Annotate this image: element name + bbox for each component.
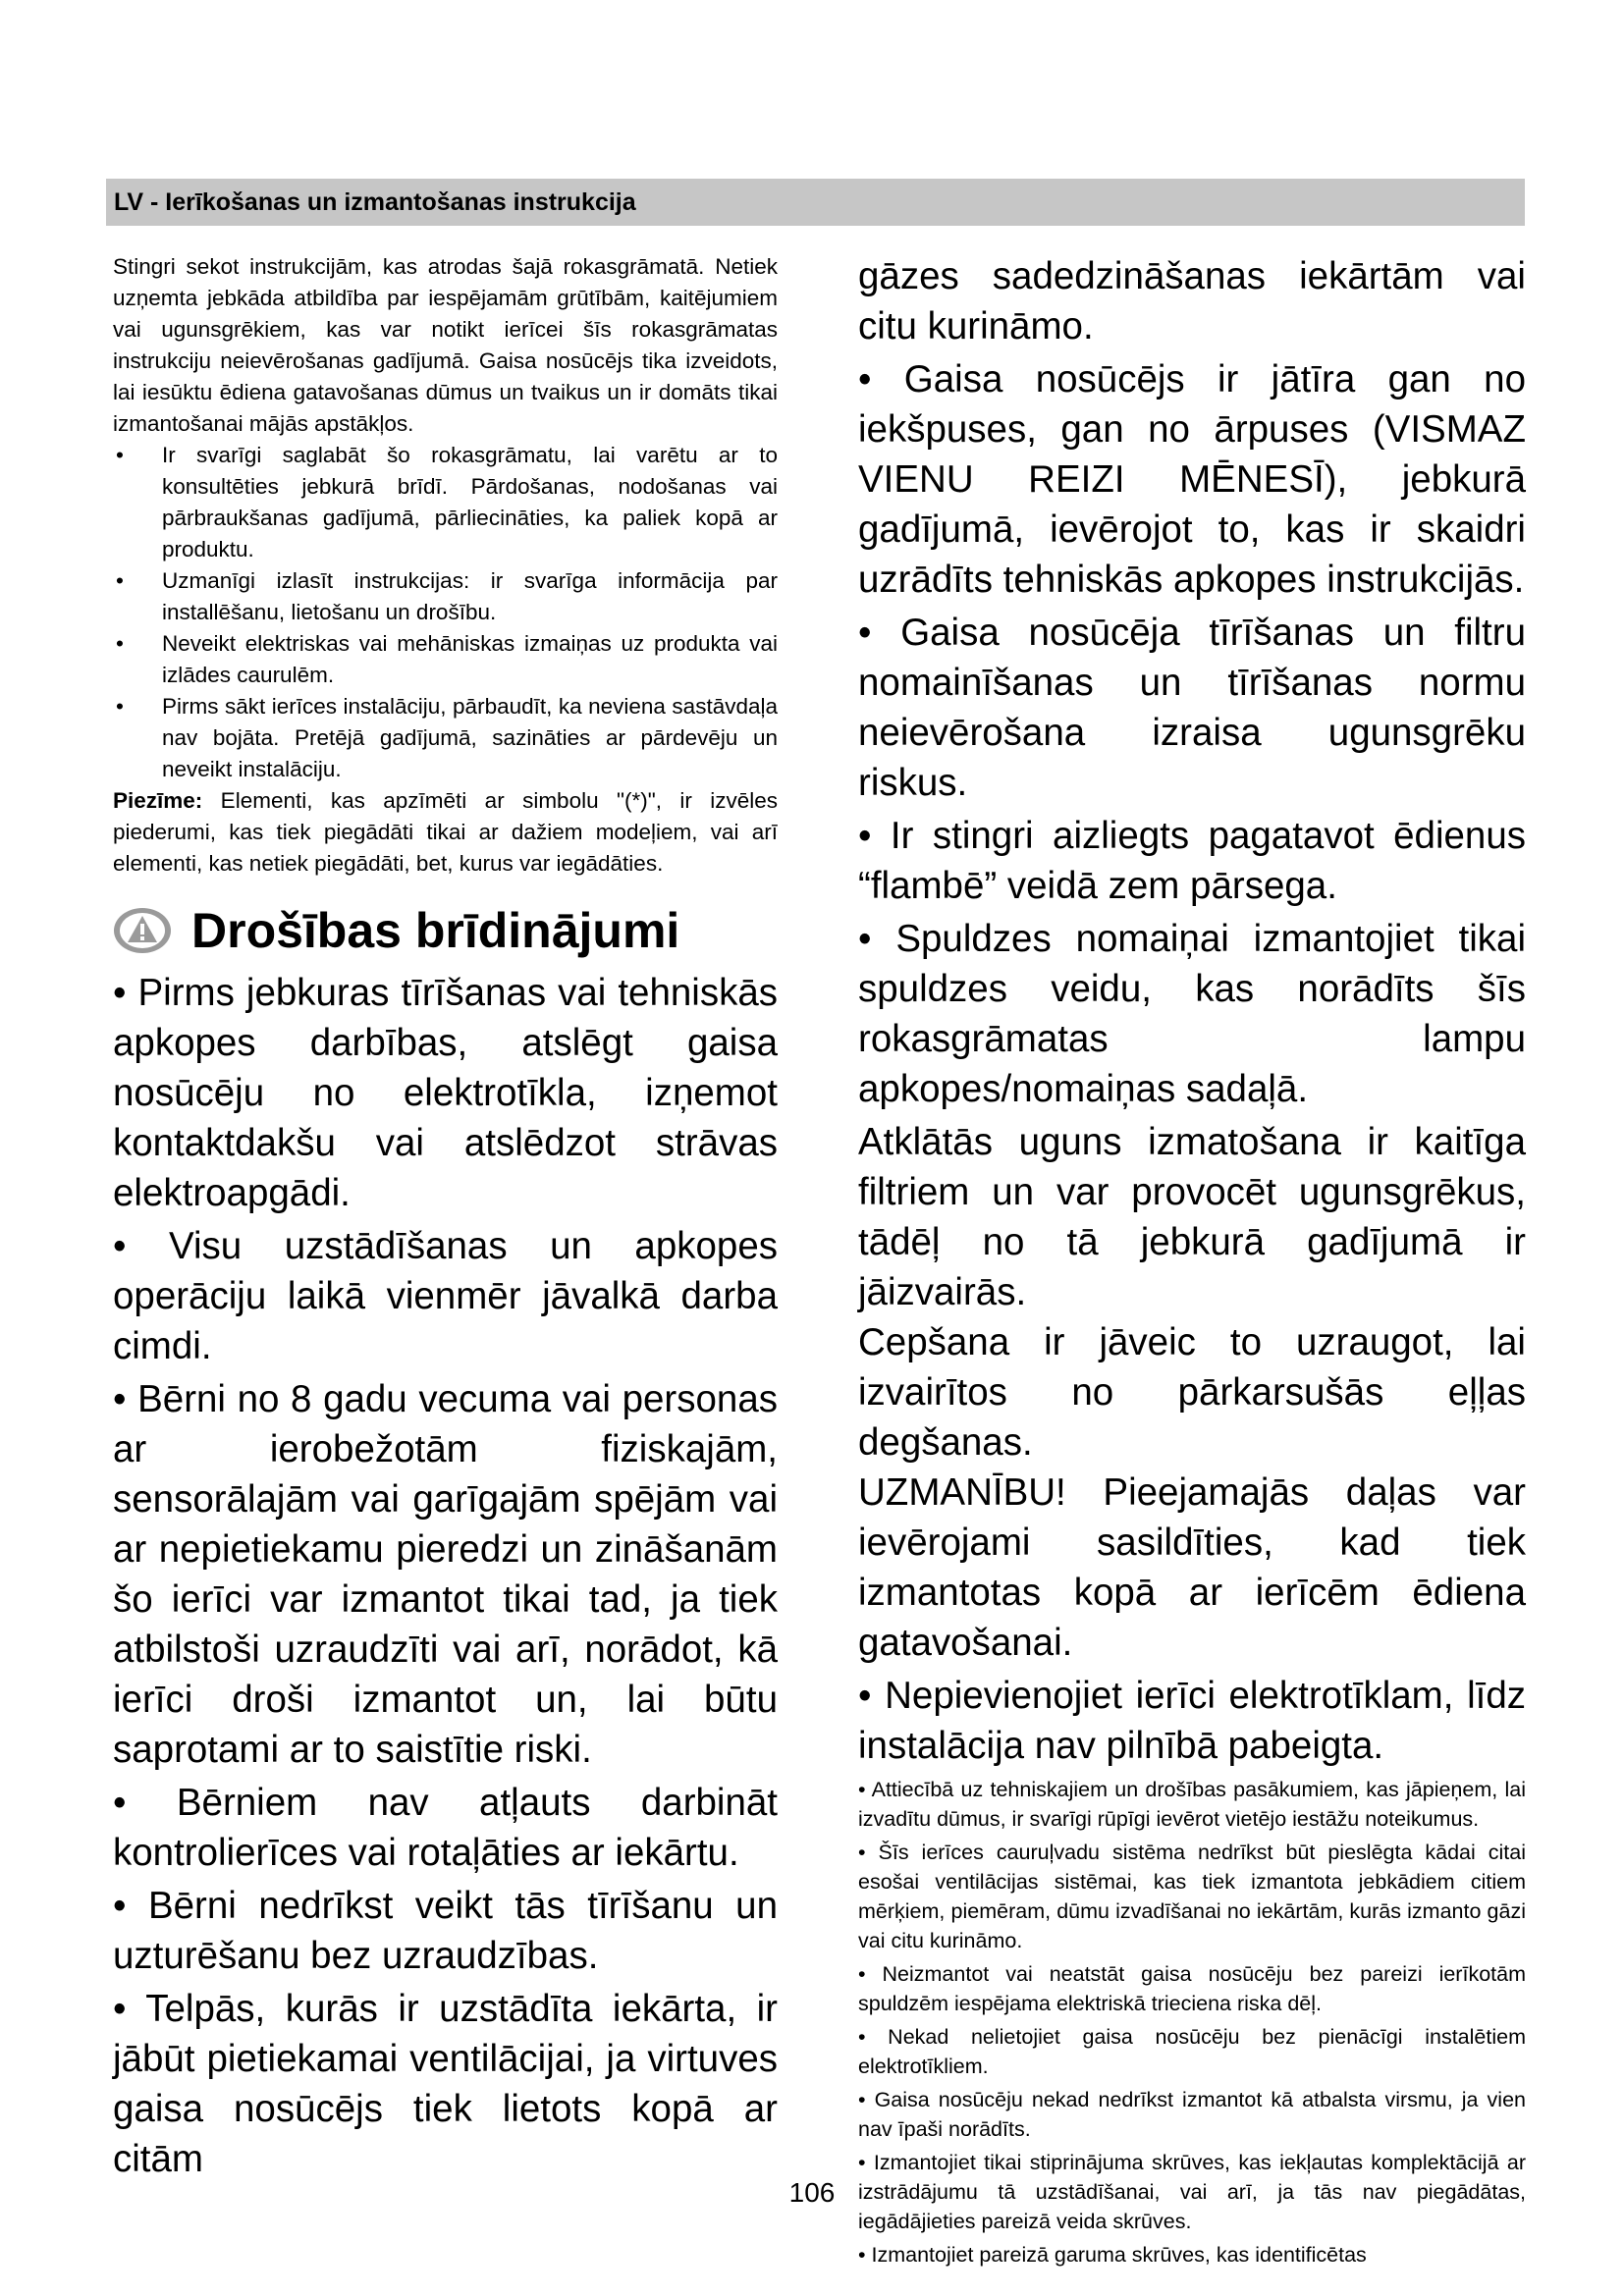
safety-item: • Bērni nedrīkst veikt tās tīrīšanu un uzturēšanu bez uzraudzības. <box>113 1885 778 1977</box>
safety-small-item: • Izmantojiet pareizā garuma skrūves, kas identificētas <box>858 2243 1367 2267</box>
right-column <box>858 251 1526 2269</box>
safety-item: • Visu uzstādīšanas un apkopes operāciju laikā vienmēr jāvalkā darba cimdi. <box>113 1225 778 1367</box>
safety-title: Drošības brīdinājumi <box>191 903 680 958</box>
page-number: 106 <box>788 2177 836 2208</box>
safety-item: UZMANĪBU! Pieejamajās daļas var ievērojami sasildīties, kad tiek izmantotas kopā ar ierīcēm ēdiena gatavošanai. <box>858 1471 1526 1664</box>
section-title: LV - Ierīkošanas un izmantošanas instrukcija <box>114 188 636 216</box>
safety-heading <box>113 901 778 960</box>
safety-item: Cepšana ir jāveic to uzraugot, lai izvairītos no pārkarsušās eļļas degšanas. <box>858 1321 1526 1464</box>
safety-small-item: • Izmantojiet tikai stiprinājuma skrūves, kas iekļautas komplektācijā ar izstrādājumu tā uzstādīšanai, vai arī, ja tās nav piegādātas, iegādājieties pareizā veida skrūves. <box>858 2151 1526 2233</box>
intro-bullet-list <box>113 440 778 785</box>
note-text: Elementi, kas apzīmēti ar simbolu "(*)", ir izvēles piederumi, kas tiek piegādāti tikai ar dažiem modeļiem, vai arī elementi, kas netiek piegādāti, bet, kurus var iegādāties. <box>113 788 778 876</box>
safety-items-left <box>113 968 778 2184</box>
intro-bullet: • Pirms sākt ierīces instalāciju, pārbaudīt, ka neviena sastāvdaļa nav bojāta. Pretējā gadījumā, sazināties ar pārdevēju un neveikt instalāciju. <box>113 691 778 785</box>
intro-bullet: • Uzmanīgi izlasīt instrukcijas: ir svarīga informācija par installēšanu, lietošanu un drošību. <box>113 565 778 628</box>
safety-item: • Telpās, kurās ir uzstādīta iekārta, ir jābūt pietiekamai ventilācijai, ja virtuves gaisa nosūcējs tiek lietots kopā ar citām <box>113 1988 778 2180</box>
section-header <box>106 179 1525 226</box>
intro-bullet: • Ir svarīgi saglabāt šo rokasgrāmatu, lai varētu ar to konsultēties jebkurā brīdī. Pārdošanas, nodošanas vai pārbraukšanas gadījumā, pārliecināties, ka paliek kopā ar produktu. <box>113 440 778 565</box>
safety-small-item: • Nekad nelietojiet gaisa nosūcēju bez pienācīgi instalētiem elektrotīkliem. <box>858 2025 1526 2078</box>
safety-small-item: • Neizmantot vai neatstāt gaisa nosūcēju bez pareizi ierīkotām spuldzēm iespējama elektriskā trieciena riska dēļ. <box>858 1962 1526 2015</box>
intro-bullet: • Neveikt elektriskas vai mehāniskas izmaiņas uz produkta vai izlādes caurulēm. <box>113 628 778 691</box>
safety-item: gāzes sadedzināšanas iekārtām vai citu kurināmo. <box>858 255 1526 347</box>
left-column <box>113 251 778 2184</box>
safety-item: • Gaisa nosūcēja tīrīšanas un filtru nomainīšanas un tīrīšanas normu neievērošana izraisa ugunsgrēku riskus. <box>858 612 1526 804</box>
safety-item: Atklātās uguns izmatošana ir kaitīga filtriem un var provocēt ugunsgrēkus, tādēļ no tā jebkurā gadījumā ir jāizvairās. <box>858 1121 1526 1313</box>
safety-items-right <box>858 251 1526 1771</box>
safety-item: • Bērniem nav atļauts darbināt kontrolierīces vai rotaļāties ar iekārtu. <box>113 1782 778 1874</box>
safety-small-item: • Gaisa nosūcēju nekad nedrīkst izmantot kā atbalsta virsmu, ja vien nav īpaši norādīts. <box>858 2088 1526 2141</box>
safety-item: • Nepievienojiet ierīci elektrotīklam, līdz instalācija nav pilnībā pabeigta. <box>858 1675 1526 1767</box>
safety-small-item: • Attiecībā uz tehniskajiem un drošības pasākumiem, kas jāpieņem, lai izvadītu dūmus, ir svarīgi rūpīgi ievērot vietējo iestāžu noteikumus. <box>858 1778 1526 1831</box>
intro-paragraph: Stingri sekot instrukcijām, kas atrodas šajā rokasgrāmatā. Netiek uzņemta jebkāda atbildība par iespējamām grūtībām, kaitējumiem vai ugunsgrēkiem, kas var notikt ierīcei šīs rokasgrāmatas instrukciju neievērošanas gadījumā. Gaisa nosūcējs tika izveidots, lai iesūktu ēdiena gatavošanas dūmus un tvaikus un ir domāts tikai izmantošanai mājās apstākļos. <box>113 254 778 436</box>
safety-item: • Spuldzes nomaiņai izmantojiet tikai spuldzes veidu, kas norādīts šīs rokasgrāmatas lampu apkopes/nomaiņas sadaļā. <box>858 918 1526 1110</box>
safety-item: • Pirms jebkuras tīrīšanas vai tehniskās apkopes darbības, atslēgt gaisa nosūcēju no elektrotīkla, izņemot kontaktdakšu vai atslēdzot strāvas elektroapgādi. <box>113 972 778 1214</box>
safety-item: • Gaisa nosūcējs ir jātīra gan no iekšpuses, gan no ārpuses (VISMAZ VIENU REIZI MĒNESĪ), jebkurā gadījumā, ievērojot to, kas ir skaidri uzrādīts tehniskās apkopes instrukcijās. <box>858 358 1526 601</box>
safety-small-item: • Šīs ierīces cauruļvadu sistēma nedrīkst būt pieslēgta kādai citai esošai ventilācijas sistēmai, kas tiek izmantota jebkādiem citiem mērķiem, piemēram, dūmu izvadīšanai no iekārtām, kurās izmanto gāzi vai citu kurināmo. <box>858 1841 1526 1952</box>
note-paragraph <box>113 785 778 880</box>
safety-item: • Ir stingri aizliegts pagatavot ēdienus “flambē” veidā zem pārsega. <box>858 815 1526 907</box>
safety-item: • Bērni no 8 gadu vecuma vai personas ar ierobežotām fiziskajām, sensorālajām vai garīgajām spējām vai ar nepietiekamu pieredzi un zināšanām šo ierīci var izmantot tikai tad, ja tiek atbilstoši uzraudzīti vai arī, norādot, kā ierīci droši izmantot un, lai būtu saprotami ar to saistītie riski. <box>113 1378 778 1771</box>
warning-icon <box>113 907 172 954</box>
intro-section <box>113 251 778 880</box>
note-label: Piezīme: <box>113 788 203 813</box>
